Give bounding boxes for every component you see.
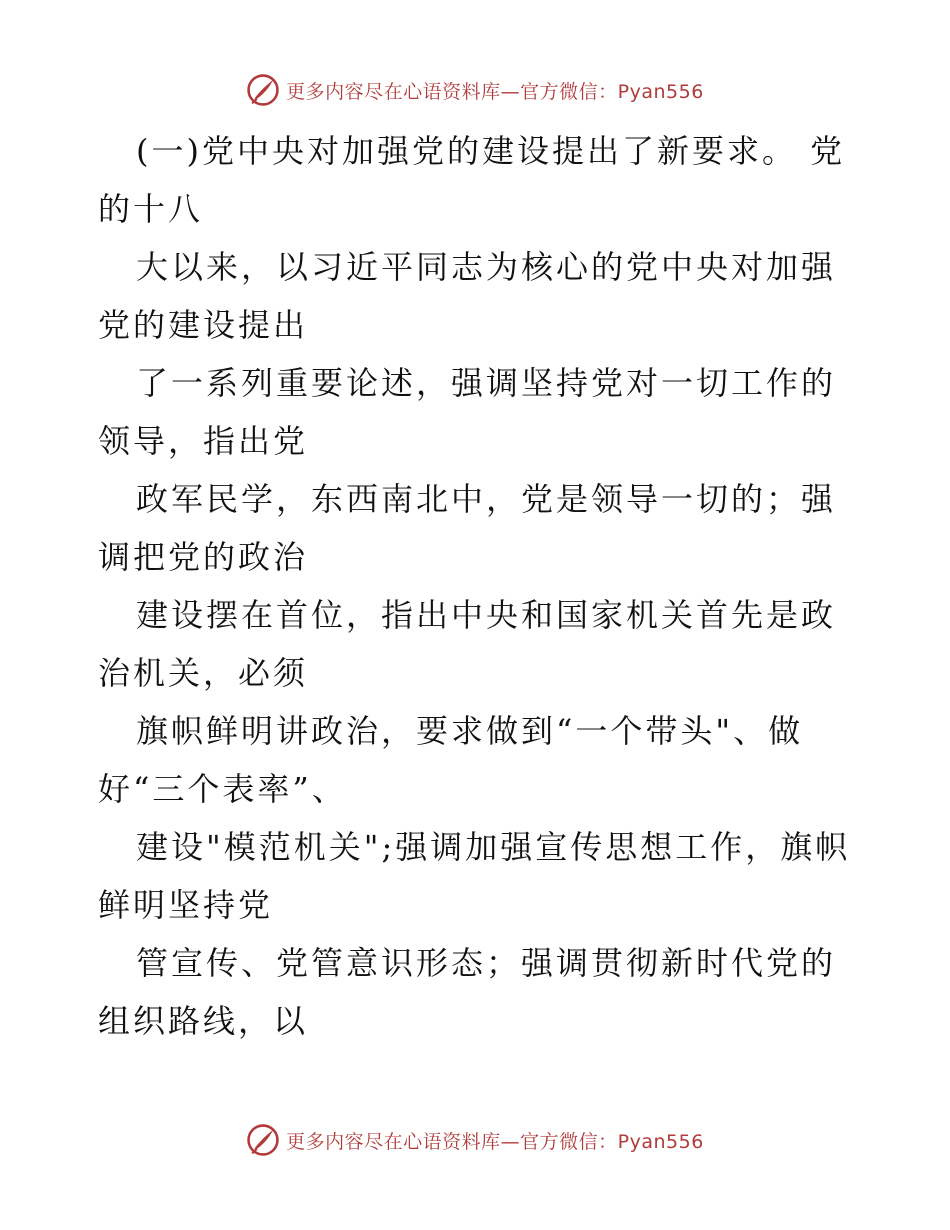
paragraph-2: 大以来，以习近平同志为核心的党中央对加强党的建设提出 [98,248,837,344]
paragraph-7: 建设"模范机关";强调加强宣传思想工作，旗帜鲜明坚持党 [98,828,851,924]
header-banner [0,70,950,110]
paragraph-1: (一)党中央对加强党的建设提出了新要求。 党的十八 [98,132,846,228]
paragraph-5: 建设摆在首位，指出中央和国家机关首先是政治机关，必须 [98,596,837,692]
feather-circle-logo-icon [246,73,280,107]
paragraph-8: 管宣传、党管意识形态；强调贯彻新时代党的组织路线，以 [98,944,837,1040]
footer-banner-text: 更多内容尽在心语资料库—官方微信：Pyan556 [286,1130,704,1153]
header-banner-text: 更多内容尽在心语资料库—官方微信：Pyan556 [286,80,704,103]
feather-circle-logo-icon [246,1123,280,1157]
paragraph-3: 了一系列重要论述，强调坚持党对一切工作的领导，指出党 [98,364,837,460]
paragraph-4: 政军民学，东西南北中，党是领导一切的；强调把党的政治 [98,480,837,576]
footer-banner [0,1120,950,1160]
document-body [98,122,858,1050]
paragraph-6: 旗帜鲜明讲政治，要求做到“一个带头"、做好“三个表率”、 [98,712,804,808]
